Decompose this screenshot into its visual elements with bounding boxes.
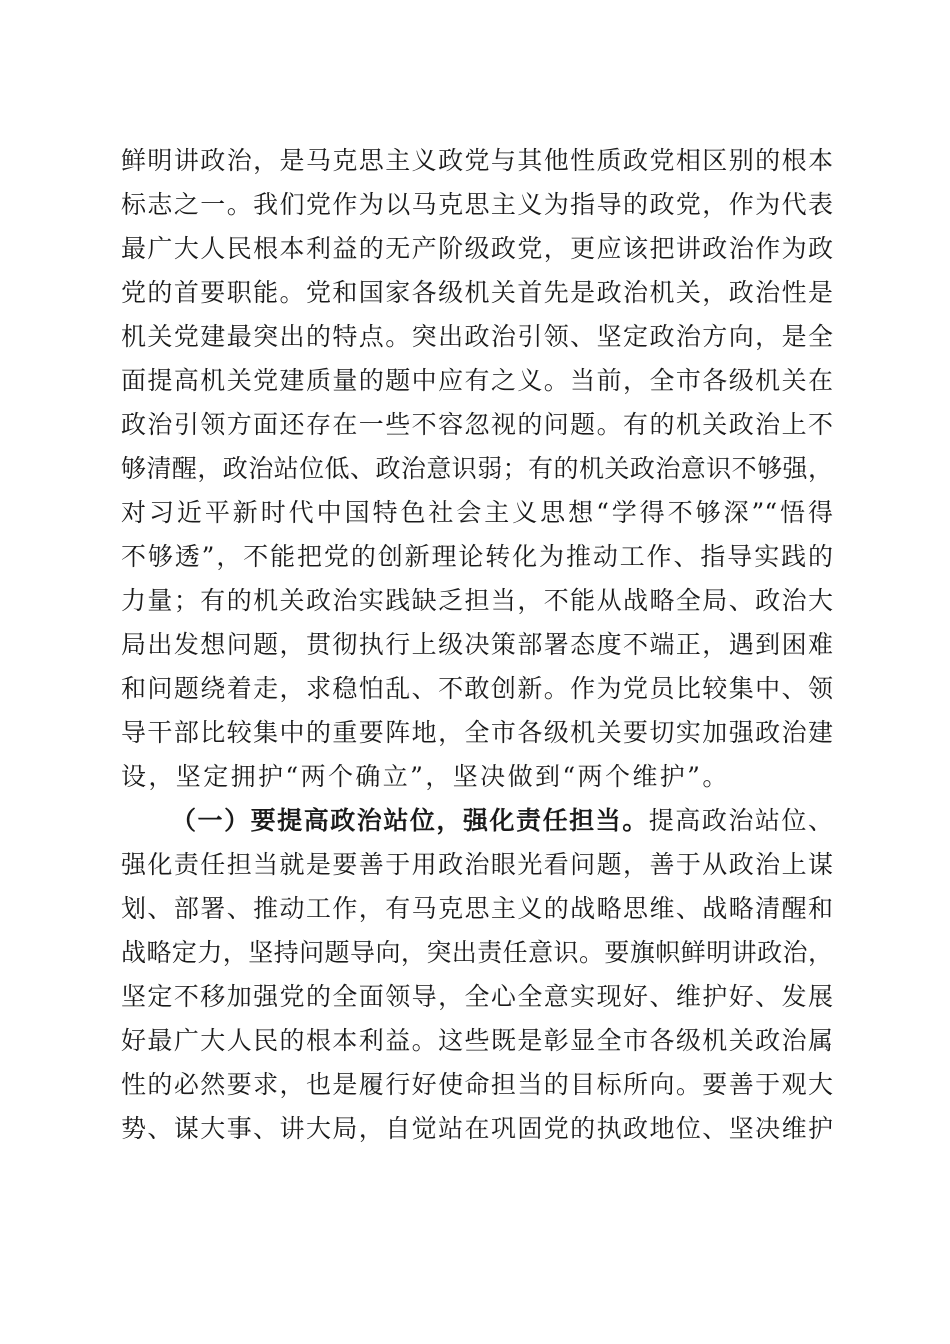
paragraph-line: 坚定不移加强党的全面领导，全心全意实现好、维护好、发展	[121, 982, 833, 1011]
paragraph-line: 性的必然要求，也是履行好使命担当的目标所向。要善于观大	[121, 1070, 833, 1099]
paragraph-line: 面提高机关党建质量的题中应有之义。当前，全市各级机关在	[121, 366, 833, 395]
paragraph-line: 和问题绕着走，求稳怕乱、不敢创新。作为党员比较集中、领	[121, 674, 833, 703]
paragraph-line: 设，坚定拥护“两个确立”，坚决做到“两个维护”。	[121, 762, 730, 791]
paragraph-line: 好最广大人民的根本利益。这些既是彰显全市各级机关政治属	[121, 1026, 833, 1055]
paragraph-line: 机关党建最突出的特点。突出政治引领、坚定政治方向，是全	[121, 322, 833, 351]
paragraph-line: 政治引领方面还存在一些不容忽视的问题。有的机关政治上不	[121, 410, 833, 439]
section-heading: （一）要提高政治站位，强化责任担当。	[171, 806, 649, 835]
paragraph-line: 强化责任担当就是要善于用政治眼光看问题，善于从政治上谋	[121, 850, 833, 879]
paragraph-line: 对习近平新时代中国特色社会主义思想“学得不够深”“悟得	[121, 498, 833, 527]
paragraph-line: 党的首要职能。党和国家各级机关首先是政治机关，政治性是	[121, 278, 833, 307]
section-first-line	[171, 801, 833, 841]
paragraph-line: 战略定力，坚持问题导向，突出责任意识。要旗帜鲜明讲政治，	[121, 938, 833, 967]
paragraph-line: 势、谋大事、讲大局，自觉站在巩固党的执政地位、坚决维护	[121, 1114, 833, 1143]
paragraph-line: 鲜明讲政治，是马克思主义政党与其他性质政党相区别的根本	[121, 146, 833, 175]
paragraph-line: 够清醒，政治站位低、政治意识弱；有的机关政治意识不够强，	[121, 454, 833, 483]
paragraph-line: 划、部署、推动工作，有马克思主义的战略思维、战略清醒和	[121, 894, 833, 923]
paragraph-line: 局出发想问题，贯彻执行上级决策部署态度不端正，遇到困难	[121, 630, 833, 659]
paragraph-line: 最广大人民根本利益的无产阶级政党，更应该把讲政治作为政	[121, 234, 833, 263]
section-first-line-text: 提高政治站位、	[648, 806, 833, 835]
paragraph-line: 力量；有的机关政治实践缺乏担当，不能从战略全局、政治大	[121, 586, 833, 615]
paragraph-line: 导干部比较集中的重要阵地，全市各级机关要切实加强政治建	[121, 718, 833, 747]
paragraph-line: 不够透”，不能把党的创新理论转化为推动工作、指导实践的	[121, 542, 833, 571]
paragraph-line: 标志之一。我们党作为以马克思主义为指导的政党，作为代表	[121, 190, 833, 219]
